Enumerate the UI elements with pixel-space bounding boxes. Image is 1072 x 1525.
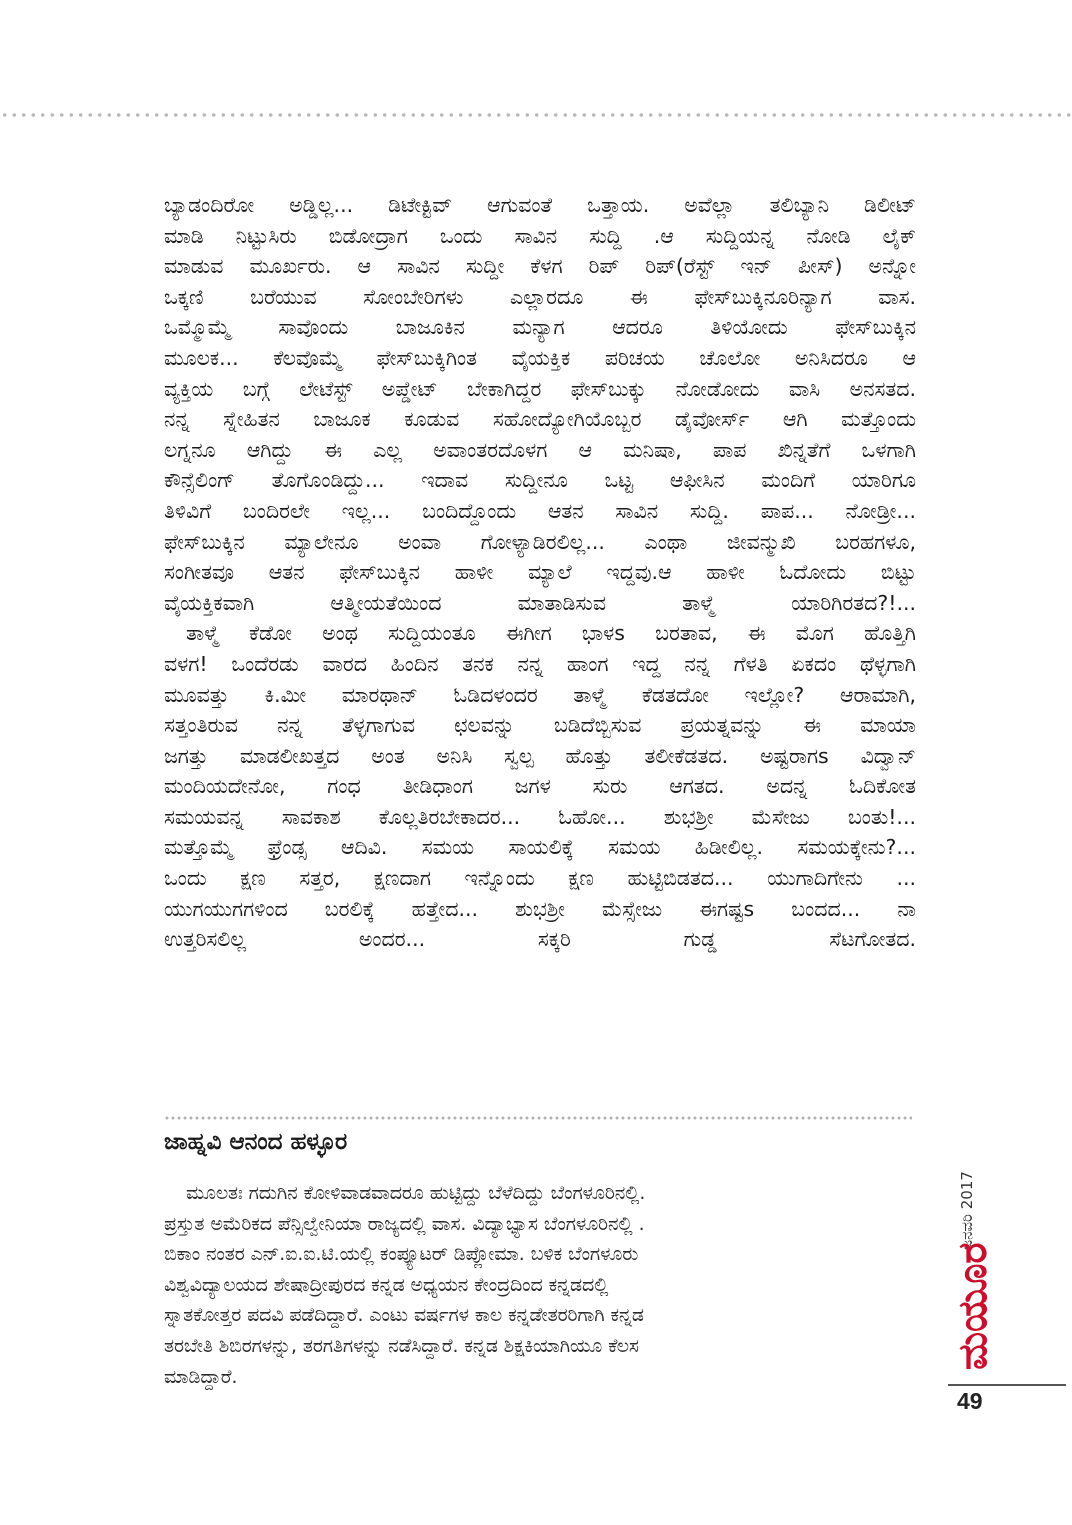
issue-date: ಜನವರಿ 2017 [958, 1171, 976, 1250]
author-bio [164, 1179, 854, 1393]
bio-line: ಮಾಡಿದ್ದಾರೆ. [164, 1366, 238, 1388]
article-line: ಸಮಯವನ್ನ ಸಾವಕಾಶ ಕೊಲ್ಲತಿರಬೇಕಾದರ... ಓಹೋ... ಶುಭಶ್ರೀ ಮೆಸೇಜು ಬಂತು!... [164, 804, 916, 829]
page-number: 49 [957, 1388, 983, 1414]
bio-line: ಬಿಕಾಂ ನಂತರ ಎನ್.ಐ.ಐ.ಟಿ.ಯಲ್ಲಿ ಕಂಪ್ಯೂಟರ್ ಡಿಪ್ಲೋಮಾ. ಬಳಿಕ ಬೆಂಗಳೂರು [164, 1244, 639, 1266]
article-line: ಕೌನ್ಸೆಲಿಂಗ್ ತೊಗೊಂಡಿದ್ದು... ಇದಾವ ಸುದ್ದೀನೂ ಒಟ್ಟ ಆಫೀಸಿನ ಮಂದಿಗೆ ಯಾರಿಗೂ [164, 468, 916, 493]
article-line: ಮತ್ತೊಮ್ಮೆ ಫ್ರೆಂಡ್ಸ ಆದಿವಿ. ಸಮಯ ಸಾಯಲಿಕ್ಕೆ ಸಮಯ ಹಿಡೀಲಿಲ್ಲ. ಸಮಯಕ್ಕೇನು?... [164, 835, 916, 860]
article-line: ಉತ್ತರಿಸಲಿಲ್ಲ ಅಂದರ... ಸಕ್ಕರಿ ಗುಡ್ಡ ಸೆಟಗೋತದ. [164, 927, 916, 952]
article-line: ಮಾಡುವ ಮೂರ್ಖರು. ಆ ಸಾವಿನ ಸುದ್ದೀ ಕೆಳಗ ರಿಪ್ ರಿಪ್(ರೆಸ್ಟ್ ಇನ್ ಪೀಸ್) ಅನ್ನೋ [164, 254, 916, 279]
article-paragraph-2 [164, 618, 916, 955]
top-dotted-rule [0, 110, 1072, 120]
article-body [164, 190, 916, 955]
article-line: ಮೂಲಕ... ಕೆಲವೊಮ್ಮೆ ಫೇಸ್‌ಬುಕ್ಕಿಗಿಂತ ವೈಯಕ್ತಿಕ ಪರಿಚಯ ಚೊಲೋ ಅನಿಸಿದರೂ ಆ [164, 345, 916, 370]
bio-line: ಸ್ನಾತಕೋತ್ತರ ಪದವಿ ಪಡೆದಿದ್ದಾರೆ. ಎಂಟು ವರ್ಷಗಳ ಕಾಲ ಕನ್ನಡೇತರರಿಗಾಗಿ ಕನ್ನಡ [164, 1305, 644, 1327]
article-line: ಬ್ಯಾಡಂದಿರೋ ಅಡ್ಡಿಲ್ಲ... ಡಿಟೇಕ್ಟಿವ್ ಆಗುವಂತೆ ಒತ್ತಾಯ. ಅವೆಲ್ಲಾ ತಲಿಬ್ಯಾನಿ ಡಿಲೀಟ್ [164, 193, 916, 217]
article-line: ತಿಳಿವಿಗೆ ಬಂದಿರಲೇ ಇಲ್ಲ... ಬಂದಿದ್ದೊಂದು ಆತನ ಸಾವಿನ ಸುದ್ದಿ. ಪಾಪ... ನೋಡ್ರೀ... [164, 498, 916, 523]
article-line: ಸತ್ತಂತಿರುವ ನನ್ನ ತೆಳ್ಳಗಾಗುವ ಛಲವನ್ನು ಬಡಿದೆಬ್ಬಿಸುವ ಪ್ರಯತ್ನವನ್ನು ಈ ಮಾಯಾ [164, 713, 916, 738]
section-dotted-divider [164, 1115, 912, 1121]
article-line: ಒಮ್ಮೊಮ್ಮೆ ಸಾವೊಂದು ಬಾಜೂಕಿನ ಮನ್ಯಾಗ ಆದರೂ ತಿಳಿಯೋದು ಫೇಸ್‌ಬುಕ್ಕಿನ [164, 315, 916, 340]
bio-line: ಪ್ರಸ್ತುತ ಅಮೆರಿಕದ ಪೆನ್ಸಿಲ್ವೇನಿಯಾ ರಾಜ್ಯದಲ್ಲಿ ವಾಸ. ವಿದ್ಯಾಭ್ಯಾಸ ಬೆಂಗಳೂರಿನಲ್ಲಿ . [164, 1213, 645, 1235]
author-name: ಜಾಹ್ನವಿ ಆನಂದ ಹಳ್ಳೂರ [164, 1129, 348, 1155]
bio-line: ತರಬೇತಿ ಶಿಬಿರಗಳನ್ನು, ತರಗತಿಗಳನ್ನು ನಡೆಸಿದ್ದಾರೆ. ಕನ್ನಡ ಶಿಕ್ಷಕಿಯಾಗಿಯೂ ಕೆಲಸ [164, 1335, 639, 1357]
article-line: ವ್ಯಕ್ತಿಯ ಬಗ್ಗೆ ಲೇಟೆಸ್ಟ್ ಅಪ್ಡೇಟ್ ಬೇಕಾಗಿದ್ದರ ಫೇಸ್‌ಬುಕ್ಕು ನೋಡೋದು ವಾಸಿ ಅನಸತದ. [164, 376, 916, 401]
magazine-masthead: ಮಯೂರ [949, 1242, 996, 1370]
article-line: ವೈಯಕ್ತಿಕವಾಗಿ ಆತ್ಮೀಯತೆಯಿಂದ ಮಾತಾಡಿಸುವ ತಾಳ್ಮೆ ಯಾರಿಗಿರತದ?!... [164, 590, 916, 615]
article-line: ಲಗ್ನನೂ ಆಗಿದ್ದು ಈ ಎಲ್ಲ ಅವಾಂತರದೊಳಗ ಆ ಮನಿಷಾ, ಪಾಪ ಖಿನ್ನತೆಗೆ ಒಳಗಾಗಿ [164, 437, 916, 462]
article-line: ವಳಗ! ಒಂದೆರಡು ವಾರದ ಹಿಂದಿನ ತನಕ ನನ್ನ ಹಾಂಗ ಇದ್ದ ನನ್ನ ಗೆಳತಿ ಏಕದಂ ಥೆಳ್ಳಗಾಗಿ [164, 651, 916, 676]
article-paragraph-1 [164, 190, 916, 618]
article-line: ಮಾಡಿ ನಿಟ್ಟುಸಿರು ಬಿಡೋದ್ರಾಗ ಒಂದು ಸಾವಿನ ಸುದ್ದಿ .ಆ ಸುದ್ದಿಯನ್ನ ನೋಡಿ ಲೈಕ್ [164, 223, 916, 248]
article-line: ಸಂಗೀತವೂ ಆತನ ಫೇಸ್‌ಬುಕ್ಕಿನ ಹಾಳೀ ಮ್ಯಾಲೆ ಇದ್ದವು.ಆ ಹಾಳೀ ಓದೋದು ಬಿಟ್ಟು [164, 560, 916, 585]
article-line: ಒಂದು ಕ್ಷಣ ಸತ್ತರ, ಕ್ಷಣದಾಗ ಇನ್ನೊಂದು ಕ್ಷಣ ಹುಟ್ಟಿಬಿಡತದ... ಯುಗಾದಿಗೇನು ... [164, 866, 916, 891]
article-line: ಯುಗಯುಗಗಳಿಂದ ಬರಲಿಕ್ಕೆ ಹತ್ತೇದ... ಶುಭಶ್ರೀ ಮೆಸ್ಸೇಜು ಈಗಷ್ಟs ಬಂದದ... ನಾ [164, 896, 916, 921]
article-line: ಜಗತ್ತು ಮಾಡಲೀಖತ್ತದ ಅಂತ ಅನಿಸಿ ಸ್ವಲ್ಪ ಹೊತ್ತು ತಲೀಕೆಡತದ. ಅಷ್ಟರಾಗs ವಿದ್ವಾನ್ [164, 743, 916, 768]
article-line: ಫೇಸ್‌ಬುಕ್ಕಿನ ಮ್ಯಾಲೇನೂ ಅಂವಾ ಗೋಳ್ಯಾಡಿರಲಿಲ್ಲ... ಎಂಥಾ ಜೀವನ್ಮುಖಿ ಬರಹಗಳೂ, [164, 529, 916, 554]
article-line: ಮಂದಿಯದೇನೋ, ಗಂಧ ತೀಡಿಧಾಂಗ ಜಗಳ ಸುರು ಆಗತದ. ಅದನ್ನ ಓದಿಕೋತ [164, 774, 916, 799]
article-line: ಮೂವತ್ತು ಕಿ.ಮೀ ಮಾರಥಾನ್ ಓಡಿದಳಂದರ ತಾಳ್ಮೆ ಕೆಡತದೋ ಇಲ್ಲೋ? ಆರಾಮಾಗಿ, [164, 682, 916, 707]
article-line: ತಾಳ್ಮೆ ಕೆಡೋ ಅಂಥ ಸುದ್ದಿಯಂತೂ ಈಗೀಗ ಭಾಳs ಬರತಾವ, ಈ ಮೊಗ ಹೊತ್ತಿಗಿ [186, 621, 916, 646]
article-line: ಒಕ್ಕಣಿ ಬರೆಯುವ ಸೋಂಬೇರಿಗಳು ಎಲ್ಲಾರದೂ ಈ ಫೇಸ್‌ಬುಕ್ಕಿನೂರಿನ್ಯಾಗ ವಾಸ. [164, 284, 916, 309]
article-line: ನನ್ನ ಸ್ನೇಹಿತನ ಬಾಜೂಕ ಕೂಡುವ ಸಹೋದ್ಯೋಗಿಯೊಬ್ಬರ ಡೈವೋರ್ಸ್ ಆಗಿ ಮತ್ತೊಂದು [164, 407, 916, 432]
page-number-rule [948, 1384, 1066, 1386]
bio-line: ವಿಶ್ವವಿದ್ಯಾಲಯದ ಶೇಷಾದ್ರೀಪುರದ ಕನ್ನಡ ಅಧ್ಯಯನ ಕೇಂದ್ರದಿಂದ ಕನ್ನಡದಲ್ಲಿ [164, 1274, 609, 1296]
bio-line: ಮೂಲತಃ ಗದುಗಿನ ಕೋಳಿವಾಡವಾದರೂ ಹುಟ್ಟಿದ್ದು ಬೆಳೆದಿದ್ದು ಬೆಂಗಳೂರಿನಲ್ಲಿ. [186, 1183, 646, 1204]
